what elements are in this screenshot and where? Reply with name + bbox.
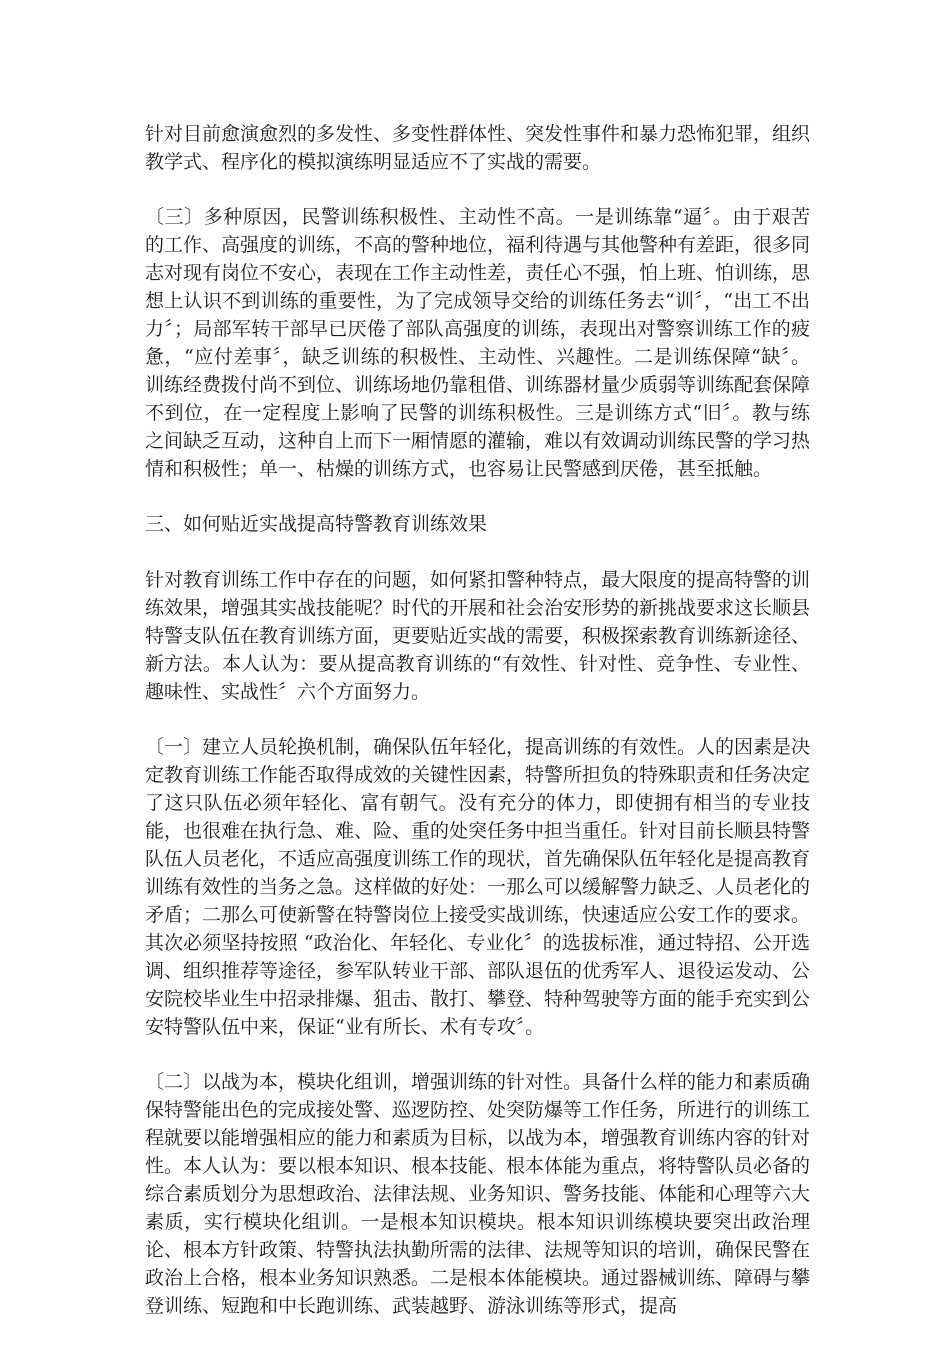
paragraph-section-1: 〔一〕建立人员轮换机制，确保队伍年轻化，提高训练的有效性。人的因素是决定教育训练工作能否取得成效的关键性因素，特警所担负的特殊职责和任务决定了这只队伍必须年轻化、富有朝气。没有充分的体力，即使拥有相当的专业技能，也很难在执行急、难、险、重的处突任务中担当重任。针对目前长顺县特警队伍人员老化，不适应高强度训练工作的现状，首先确保队伍年轻化是提高教育训练有效性的当务之急。这样做的好处：一那么可以缓解警力缺乏、人员老化的矛盾；二那么可使新警在特警岗位上接受实战训练，快速适应公安工作的要求。其次必须坚持按照 “政治化、年轻化、专业化〞的选拔标准，通过特招、公开选调、组织推荐等途径，参军队转业干部、部队退伍的优秀军人、退役运发动、公安院校毕业生中招录排爆、狙击、散打、攀登、特种驾驶等方面的能手充实到公安特警队伍中来，保证“业有所长、术有专攻〞。 — [145, 736, 811, 1038]
document-page — [145, 120, 810, 1347]
section-heading: 三、如何贴近实战提高特警教育训练效果 — [145, 513, 488, 535]
paragraph-section-2: 〔二〕以战为本，模块化组训，增强训练的针对性。具备什么样的能力和素质确保特警能出色的完成接处警、巡逻防控、处突防爆等工作任务，所进行的训练工程就要以能增强相应的能力和素质为目标，以战为本，增强教育训练内容的针对性。本人认为：要以根本知识、根本技能、根本体能为重点，将特警队员必备的综合素质划分为思想政治、法律法规、业务知识、警务技能、体能和心理等六大素质，实行模块化组训。一是根本知识模块。根本知识训练模块要突出政治理论、根本方针政策、特警执法执勤所需的法律、法规等知识的培训，确保民警在政治上合格，根本业务知识熟悉。二是根本体能模块。通过器械训练、障碍与攀登训练、短跑和中长跑训练、武装越野、游泳训练等形式，提高 — [145, 1071, 811, 1317]
paragraph-intro-continuation: 针对目前愈演愈烈的多发性、多变性群体性、突发性事件和暴力恐怖犯罪，组织教学式、程序化的模拟演练明显适应不了实战的需要。 — [145, 123, 811, 173]
paragraph-section-3: 〔三〕多种原因，民警训练积极性、主动性不高。一是训练靠“逼〞。由于艰苦的工作、高强度的训练，不高的警种地位，福利待遇与其他警种有差距，很多同志对现有岗位不安心，表现在工作主动性差，责任心不强，怕上班、怕训练，思想上认识不到训练的重要性，为了完成领导交给的训练任务去“训〞，“出工不出力〞；局部军转干部早已厌倦了部队高强度的训练，表现出对警察训练工作的疲惫，“应付差事〞，缺乏训练的积极性、主动性、兴趣性。二是训练保障“缺〞。训练经费拨付尚不到位、训练场地仍靠租借、训练器材量少质弱等训练配套保障不到位，在一定程度上影响了民警的训练积极性。三是训练方式“旧〞。教与练之间缺乏互动，这种自上而下一厢情愿的灌输，难以有效调动训练民警的学习热情和积极性；单一、枯燥的训练方式，也容易让民警感到厌倦，甚至抵触。 — [145, 206, 811, 480]
paragraph-problem-approach: 针对教育训练工作中存在的问题，如何紧扣警种特点，最大限度的提高特警的训练效果，增强其实战技能呢？时代的开展和社会治安形势的新挑战要求这长顺县特警支队伍在教育训练方面，更要贴近实战的需要，积极探索教育训练新途径、新方法。本人认为：要从提高教育训练的“有效性、针对性、竞争性、专业性、趣味性、实战性〞六个方面努力。 — [145, 569, 811, 703]
